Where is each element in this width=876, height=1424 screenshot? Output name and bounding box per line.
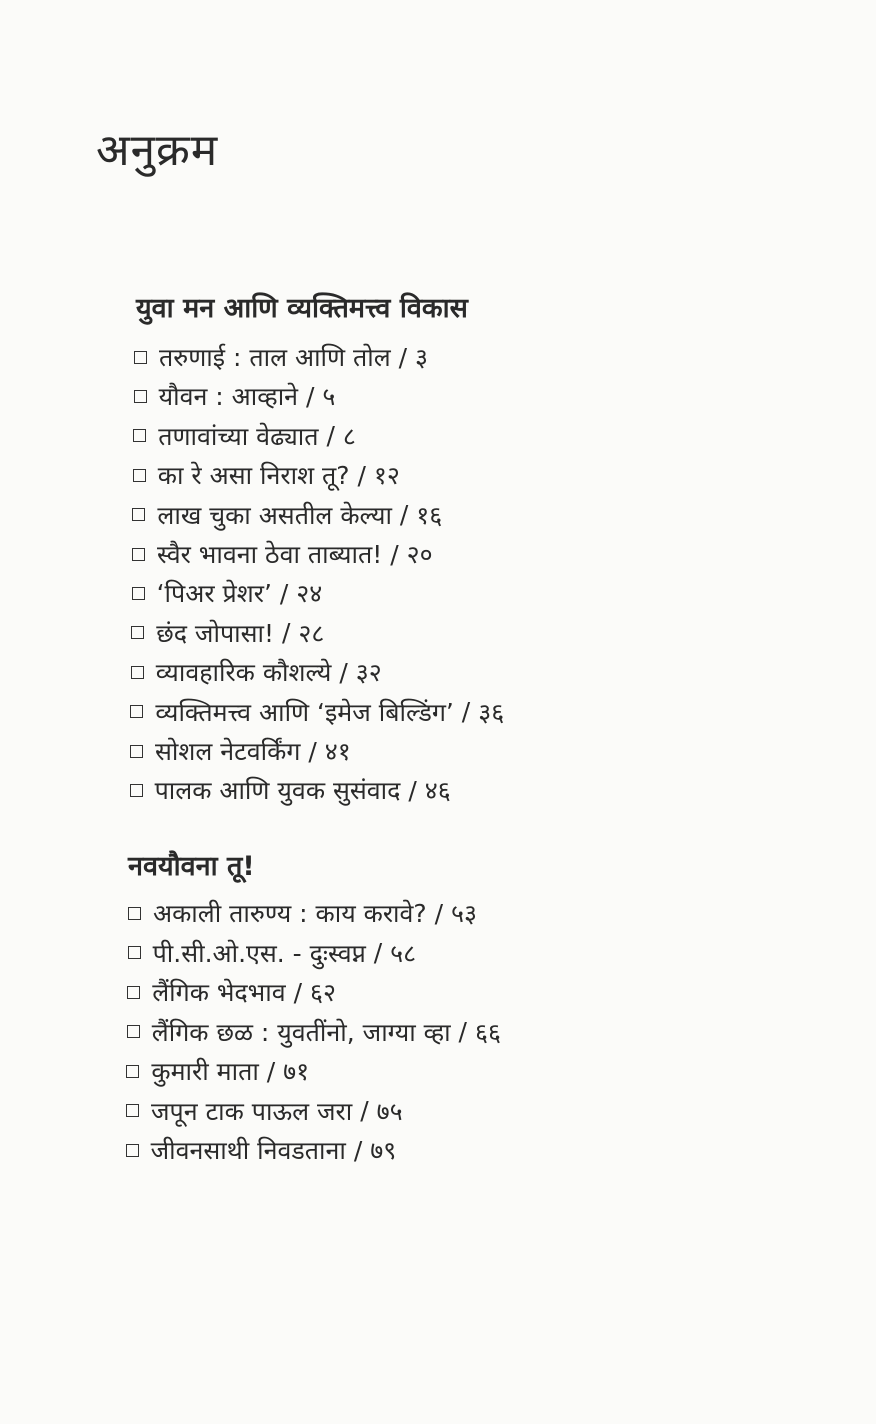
toc-entry-title: तणावांच्या वेढ्यात [158,421,319,451]
toc-entry-title: यौवन : आव्हाने [158,382,299,412]
section-heading: नवयौवना तू! [128,851,255,882]
checkbox-icon [130,784,143,797]
toc-entry[interactable] [126,1054,309,1088]
toc-entry-title: का रे असा निराश तू? [157,461,350,491]
toc-entry[interactable] [134,340,428,374]
checkbox-icon [132,548,145,561]
toc-entry-page: ३ [415,343,429,372]
checkbox-icon [131,666,144,679]
toc-entry-page: ७१ [283,1057,310,1086]
toc-separator: / [271,578,297,608]
toc-separator: / [426,898,452,928]
toc-separator: / [450,1017,475,1046]
toc-entry-page: ३६ [478,697,505,727]
checkbox-icon [133,469,146,482]
toc-separator: / [349,460,374,490]
toc-entry-page: ५ [322,382,336,412]
toc-entry[interactable] [126,1094,403,1128]
checkbox-icon [130,705,143,718]
toc-entry[interactable] [130,773,451,807]
toc-entry[interactable] [127,1015,501,1049]
toc-separator: / [331,657,356,687]
checkbox-icon [132,508,145,521]
toc-entry-title: अकाली तारुण्य : काय करावे? [153,899,427,928]
checkbox-icon [126,1144,139,1157]
checkbox-icon [131,626,144,639]
toc-entry[interactable] [134,379,336,413]
toc-entry-title: लैंगिक भेदभाव [152,978,286,1007]
toc-entry-page: ७९ [370,1136,397,1165]
toc-entry[interactable] [130,695,504,729]
toc-separator: / [318,421,343,451]
toc-separator: / [400,775,425,805]
toc-entry-page: ३२ [355,658,382,688]
toc-entry-page: ८ [342,421,356,451]
toc-entry-title: व्यावहारिक कौशल्ये [155,658,332,688]
toc-entry-page: १६ [416,500,443,530]
toc-separator: / [345,1135,371,1165]
toc-entry-title: लैंगिक छळ : युवतींनो, जाग्या व्हा [151,1017,451,1047]
checkbox-icon [134,351,147,364]
toc-entry[interactable] [131,655,382,689]
toc-entry[interactable] [131,616,324,650]
toc-separator: / [391,500,417,530]
checkbox-icon [128,946,141,959]
toc-entry[interactable] [133,458,400,492]
toc-entry-page: ६६ [474,1017,501,1047]
toc-entry-title: तरुणाई : ताल आणि तोल [159,343,391,372]
toc-entry-title: पी.सी.ओ.एस. - दुःस्वप्न [152,938,366,968]
toc-entry[interactable] [128,896,477,930]
toc-separator: / [274,618,299,648]
toc-entry-title: ‘पिअर प्रेशर’ [156,579,272,609]
checkbox-icon [127,1025,140,1038]
toc-entry-title: स्वैर भावना ठेवा ताब्यात! [157,540,383,569]
toc-entry-page: ७५ [376,1096,403,1126]
toc-entry-title: जपून टाक पाऊल जरा [151,1096,353,1126]
toc-entry-page: ४६ [424,776,451,806]
toc-entry[interactable] [133,419,356,453]
toc-entry[interactable] [132,498,442,532]
checkbox-icon [126,1104,139,1117]
toc-entry-page: ५८ [390,938,417,968]
toc-separator: / [453,697,479,727]
section-heading: युवा मन आणि व्यक्तिमत्त्व विकास [136,293,468,324]
toc-entry-page: ५३ [451,899,478,928]
toc-separator: / [298,381,323,411]
toc-separator: / [365,938,391,967]
toc-entry-title: लाख चुका असतील केल्या [157,500,392,530]
toc-separator: / [300,736,325,766]
toc-entry-page: २४ [296,579,323,609]
toc-entry-title: कुमारी माता [151,1057,259,1086]
checkbox-icon [128,907,141,920]
toc-entry-title: छंद जोपासा! [156,618,275,648]
checkbox-icon [133,429,146,442]
toc-entry-page: ४१ [324,737,351,766]
toc-entry[interactable] [126,1133,397,1167]
toc-entry-page: २० [406,540,433,569]
toc-separator: / [285,977,310,1007]
checkbox-icon [126,1065,139,1078]
toc-entry[interactable] [128,936,417,970]
toc-entry[interactable] [132,576,323,610]
toc-separator: / [352,1096,377,1125]
toc-entry[interactable] [132,537,433,571]
toc-entry[interactable] [130,734,351,768]
toc-entry-page: २८ [298,618,325,648]
toc-entry-page: ६२ [309,978,336,1007]
toc-entry[interactable] [127,975,336,1009]
toc-entry-title: पालक आणि युवक सुसंवाद [154,776,401,806]
toc-entry-title: व्यक्तिमत्त्व आणि ‘इमेज बिल्डिंग’ [155,697,454,727]
checkbox-icon [130,745,143,758]
toc-entry-page: १२ [373,461,400,491]
toc-separator: / [258,1056,284,1086]
checkbox-icon [127,986,140,999]
toc-entry-title: जीवनसाथी निवडताना [150,1136,346,1165]
toc-separator: / [390,342,416,372]
checkbox-icon [134,390,147,403]
toc-separator: / [382,539,407,569]
checkbox-icon [132,587,145,600]
toc-entry-title: सोशल नेटवर्किंग [155,737,301,766]
page-title: अनुक्रम [96,125,219,176]
